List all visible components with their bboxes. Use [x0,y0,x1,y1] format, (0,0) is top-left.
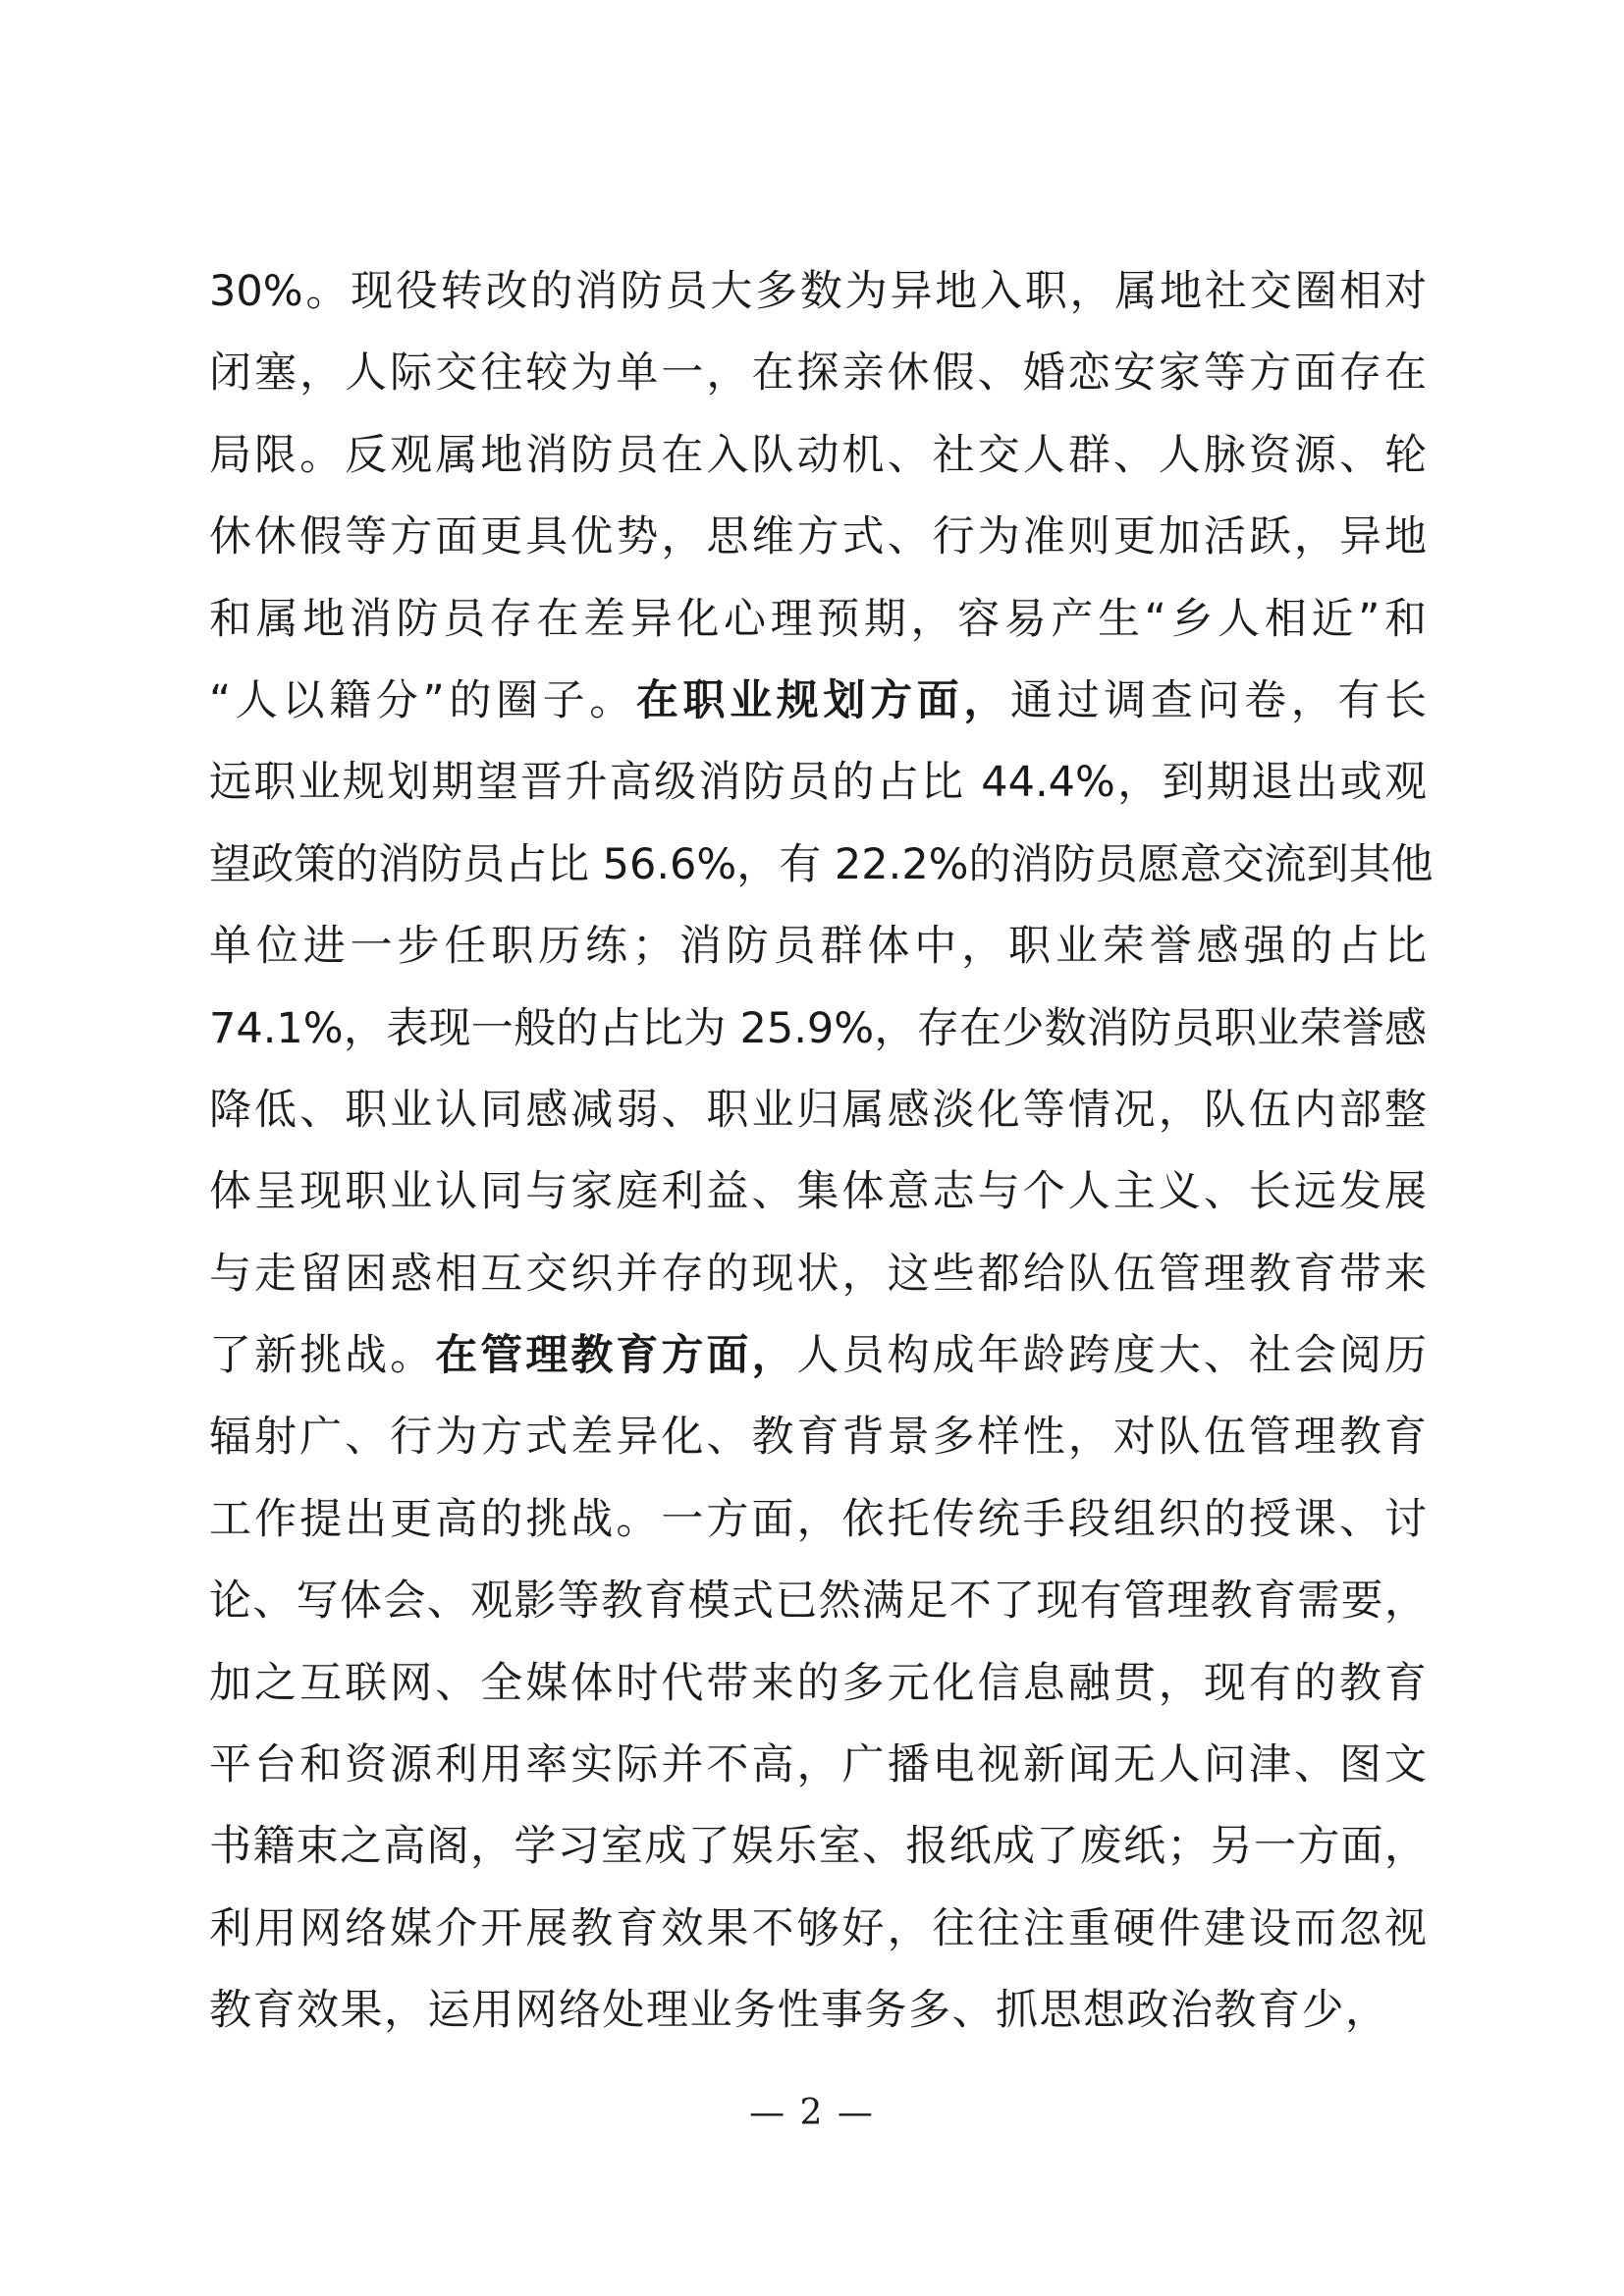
text-line: 工作提出更高的挑战。一方面，依托传统手段组织的授课、讨 [209,1494,1427,1544]
text-line: 74.1%，表现一般的占比为 25.9%，存在少数消防员职业荣誉感 [209,1003,1427,1053]
text-line [209,661,1427,742]
text-line: 单位进一步任职历练；消防员群体中，职业荣誉感强的占比 [209,922,1427,972]
text-line: 论、写体会、观影等教育模式已然满足不了现有管理教育需要， [209,1576,1427,1627]
text-line: 休休假等方面更具优势，思维方式、行为准则更加活跃，异地 [209,512,1427,562]
text-line: 远职业规划期望晋升高级消防员的占比 44.4%，到期退出或观 [209,758,1427,808]
text-line: 望政策的消防员占比 56.6%，有 22.2%的消防员愿意交流到其他 [209,839,1434,889]
text-segment: 通过调查问卷，有长 [1009,675,1428,725]
text-line [209,1315,1427,1397]
text-line: 30%。现役转改的消防员大多数为异地入职，属地社交圈相对 [209,267,1427,316]
text-segment: 人员构成年龄跨度大、社会阅历 [796,1331,1428,1381]
text-line: 局限。反观属地消防员在入队动机、社交人群、人脉资源、轮 [209,430,1427,480]
text-line: 体呈现职业认同与家庭利益、集体意志与个人主义、长远发展 [209,1167,1427,1217]
text-line: 书籍束之高阁，学习室成了娱乐室、报纸成了废纸；另一方面， [209,1822,1427,1872]
text-line: 平台和资源利用率实际并不高，广播电视新闻无人问津、图文 [209,1740,1427,1790]
text-line: 与走留困惑相互交织并存的现状，这些都给队伍管理教育带来 [209,1249,1427,1299]
text-segment: “人以籍分”的圈子。 [209,675,636,725]
bold-heading-career-planning: 在职业规划方面， [635,675,1010,725]
text-line: 降低、职业认同感减弱、职业归属感淡化等情况，队伍内部整 [209,1085,1427,1135]
text-line: 辐射广、行为方式差异化、教育背景多样性，对队伍管理教育 [209,1413,1427,1463]
text-segment: 了新挑战。 [209,1331,436,1381]
text-line: 和属地消防员存在差异化心理预期，容易产生“乡人相近”和 [209,594,1427,644]
text-line: 教育效果，运用网络处理业务性事务多、抓思想政治教育少， [209,1986,1389,2036]
text-line: 加之互联网、全媒体时代带来的多元化信息融贯，现有的教育 [209,1658,1427,1708]
body-paragraph [209,251,1434,2053]
text-line: 利用网络媒介开展教育效果不够好，往往注重硬件建设而忽视 [209,1903,1427,1953]
text-line: 闭塞，人际交往较为单一，在探亲休假、婚恋安家等方面存在 [209,348,1427,399]
bold-heading-management-education: 在管理教育方面， [435,1331,797,1381]
page-number: — 2 — [749,2093,875,2133]
